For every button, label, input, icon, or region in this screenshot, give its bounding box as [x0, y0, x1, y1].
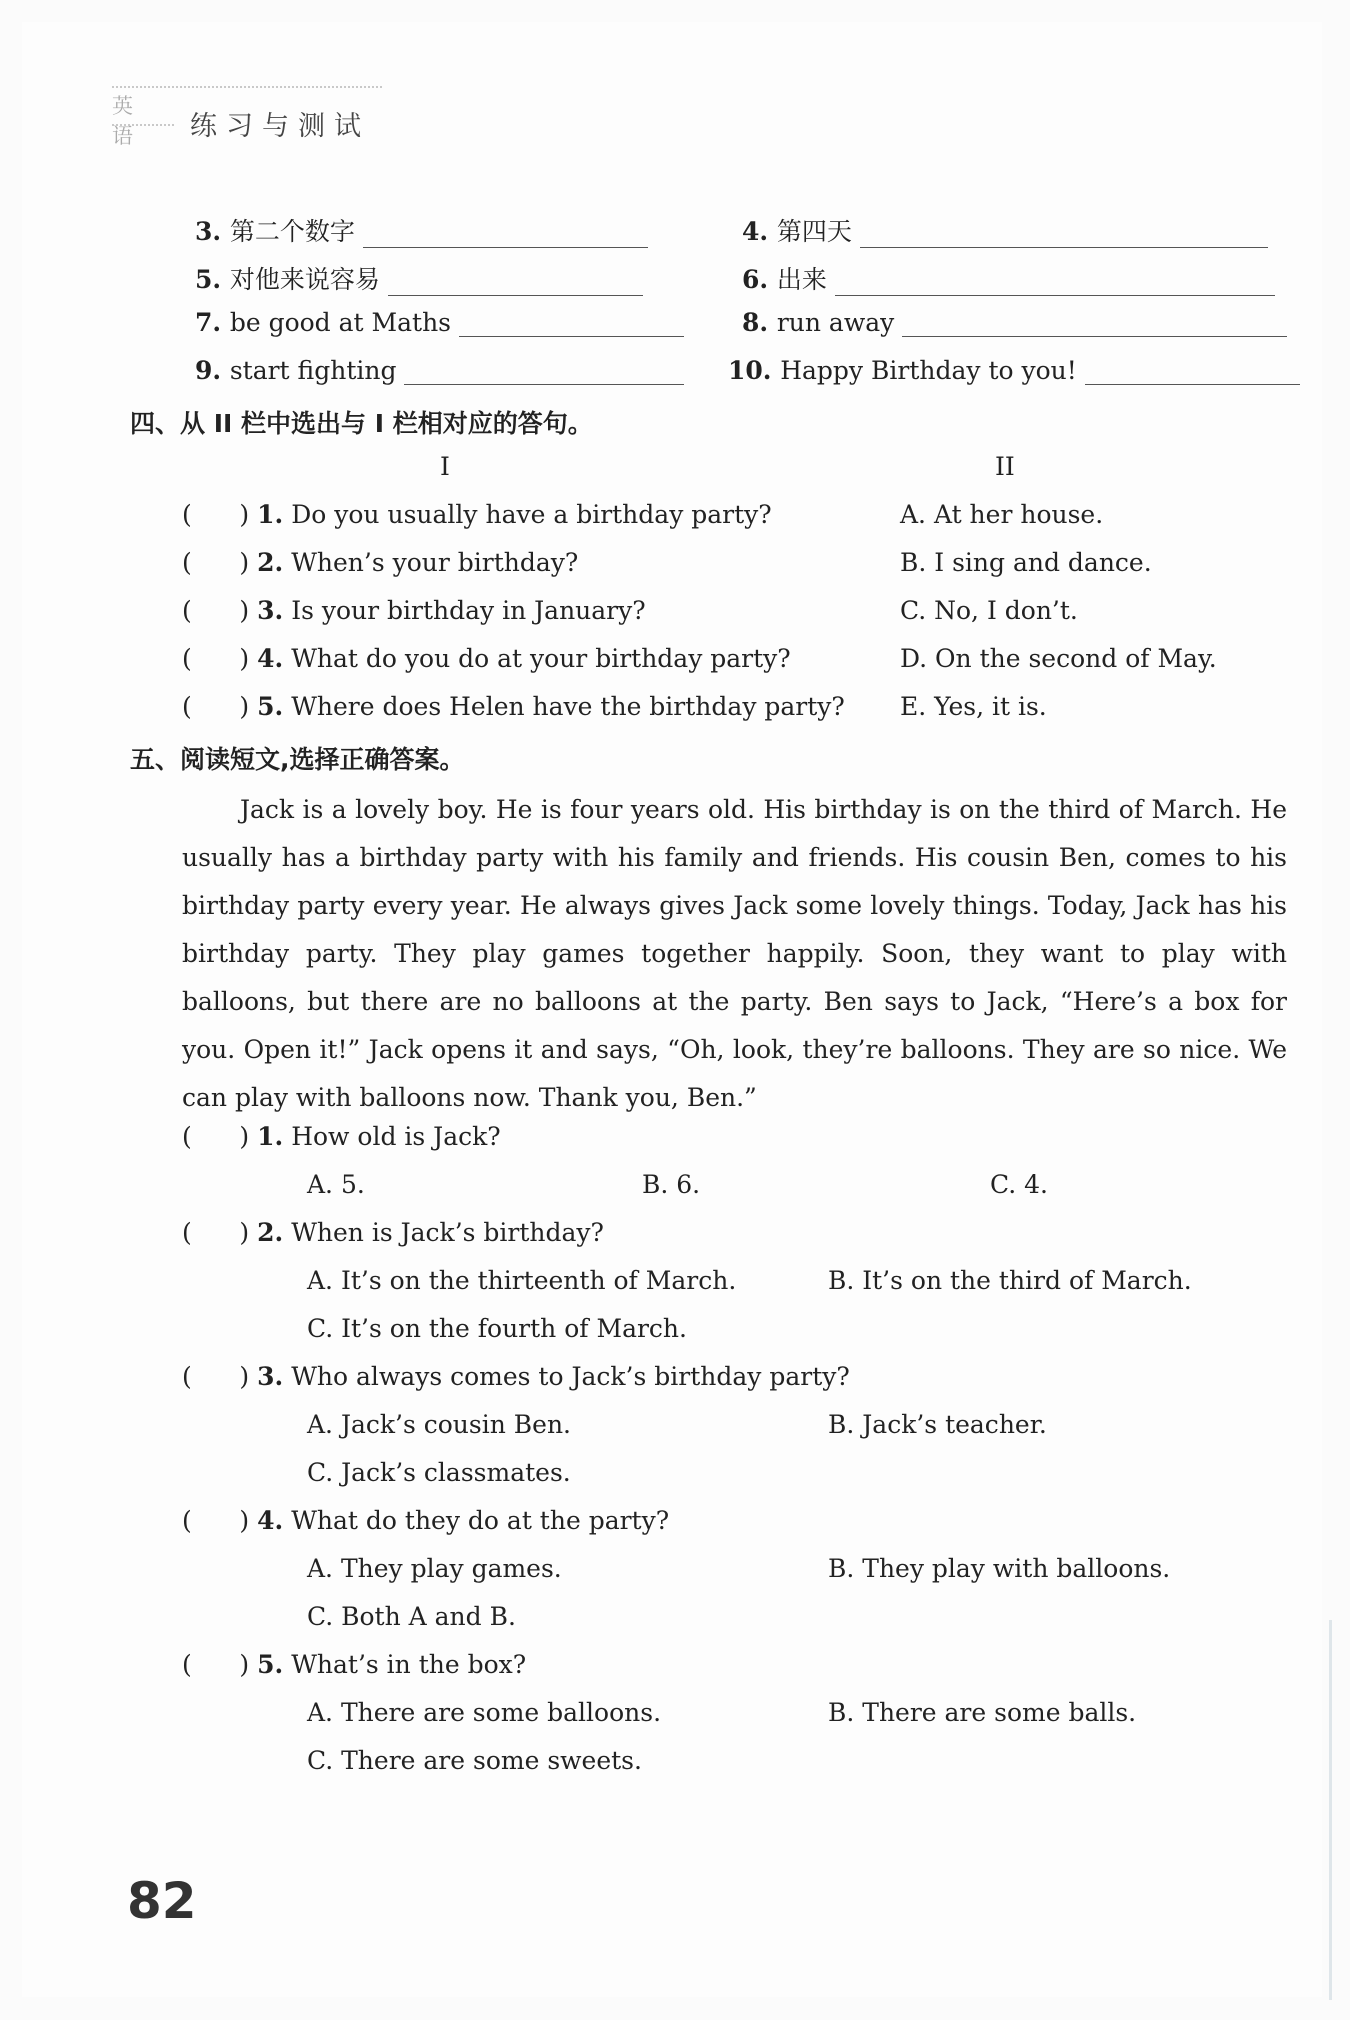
- matching-answer: A. At her house.: [900, 500, 1104, 529]
- option-b[interactable]: B. They play with balloons.: [828, 1554, 1171, 1583]
- matching-answer: C. No, I don’t.: [900, 596, 1078, 625]
- matching-row: ( ) 3. Is your birthday in January?: [182, 596, 646, 625]
- answer-parentheses[interactable]: ( ): [182, 500, 250, 529]
- option-a[interactable]: A. There are some balloons.: [307, 1698, 662, 1727]
- answer-parentheses[interactable]: ( ): [182, 596, 250, 625]
- answer-parentheses[interactable]: ( ): [182, 644, 250, 673]
- translate-item-9: 9. start fighting: [195, 356, 684, 385]
- option-b[interactable]: B. There are some balls.: [828, 1698, 1137, 1727]
- option-c[interactable]: C. 4.: [990, 1170, 1048, 1199]
- matching-answer: B. I sing and dance.: [900, 548, 1152, 577]
- header-title: 练习与测试: [190, 111, 370, 142]
- option-c[interactable]: C. Jack’s classmates.: [307, 1458, 571, 1487]
- answer-blank[interactable]: [835, 269, 1275, 296]
- matching-row: ( ) 4. What do you do at your birthday party?: [182, 644, 791, 673]
- translate-item-7: 7. be good at Maths: [195, 308, 684, 337]
- answer-blank[interactable]: [902, 310, 1287, 337]
- answer-parentheses[interactable]: ( ): [182, 1218, 250, 1247]
- page-edge-shadow: [1329, 1620, 1332, 2000]
- option-c[interactable]: C. Both A and B.: [307, 1602, 516, 1631]
- translate-item-4: 4. 第四天: [742, 212, 1268, 248]
- question-row: ( ) 5. What’s in the box?: [182, 1650, 527, 1679]
- matching-answer: E. Yes, it is.: [900, 692, 1047, 721]
- question-row: ( ) 3. Who always comes to Jack’s birthday party?: [182, 1362, 850, 1391]
- question-row: ( ) 1. How old is Jack?: [182, 1122, 501, 1151]
- translate-item-10: 10. Happy Birthday to you!: [728, 356, 1300, 385]
- option-b[interactable]: B. 6.: [642, 1170, 701, 1199]
- answer-parentheses[interactable]: ( ): [182, 1506, 250, 1535]
- answer-parentheses[interactable]: ( ): [182, 692, 250, 721]
- answer-parentheses[interactable]: ( ): [182, 1650, 250, 1679]
- column-ii-heading: II: [995, 452, 1015, 481]
- matching-row: ( ) 1. Do you usually have a birthday party?: [182, 500, 772, 529]
- answer-blank[interactable]: [404, 358, 684, 385]
- reading-passage: [182, 786, 1287, 1122]
- option-c[interactable]: C. It’s on the fourth of March.: [307, 1314, 687, 1343]
- option-a[interactable]: A. It’s on the thirteenth of March.: [307, 1266, 737, 1295]
- answer-blank[interactable]: [1085, 358, 1300, 385]
- answer-blank[interactable]: [459, 310, 684, 337]
- column-i-heading: I: [440, 452, 450, 481]
- answer-parentheses[interactable]: ( ): [182, 548, 250, 577]
- question-row: ( ) 2. When is Jack’s birthday?: [182, 1218, 604, 1247]
- header-dotted-line: [112, 86, 382, 88]
- option-a[interactable]: A. Jack’s cousin Ben.: [307, 1410, 571, 1439]
- matching-row: ( ) 2. When’s your birthday?: [182, 548, 579, 577]
- answer-blank[interactable]: [860, 221, 1268, 248]
- translate-item-6: 6. 出来: [742, 260, 1275, 296]
- answer-blank[interactable]: [363, 221, 648, 248]
- translate-item-5: 5. 对他来说容易: [195, 260, 643, 296]
- header-dotted-line-short: [112, 124, 174, 126]
- answer-parentheses[interactable]: ( ): [182, 1362, 250, 1391]
- option-b[interactable]: B. It’s on the third of March.: [828, 1266, 1192, 1295]
- matching-answer: D. On the second of May.: [900, 644, 1217, 673]
- option-a[interactable]: A. They play games.: [307, 1554, 562, 1583]
- subject-tag: 英语: [112, 94, 135, 148]
- answer-blank[interactable]: [388, 269, 643, 296]
- answer-parentheses[interactable]: ( ): [182, 1122, 250, 1151]
- section-4-title: 四、从 II 栏中选出与 I 栏相对应的答句。: [130, 409, 593, 438]
- translate-item-3: 3. 第二个数字: [195, 212, 648, 248]
- matching-row: ( ) 5. Where does Helen have the birthday party?: [182, 692, 845, 721]
- passage-text: Jack is a lovely boy. He is four years old. His birthday is on the third of March. He usually has a birthday party with his family and friends. His cousin Ben, comes to his birthday party every year. He always gives Jack some lovely things. Today, Jack has his birthday party. They play games together happily. Soon, they want to play with balloons, but there are no balloons at the party. Ben says to Jack, “Here’s a box for you. Open it!” Jack opens it and says, “Oh, look, they’re balloons. They are so nice. We can play with balloons now. Thank you, Ben.”: [182, 795, 1287, 1112]
- option-a[interactable]: A. 5.: [307, 1170, 365, 1199]
- option-b[interactable]: B. Jack’s teacher.: [828, 1410, 1047, 1439]
- page-number: 82: [127, 1872, 197, 1930]
- question-row: ( ) 4. What do they do at the party?: [182, 1506, 670, 1535]
- translate-item-8: 8. run away: [742, 308, 1287, 337]
- option-c[interactable]: C. There are some sweets.: [307, 1746, 642, 1775]
- section-5-title: 五、阅读短文,选择正确答案。: [130, 745, 465, 774]
